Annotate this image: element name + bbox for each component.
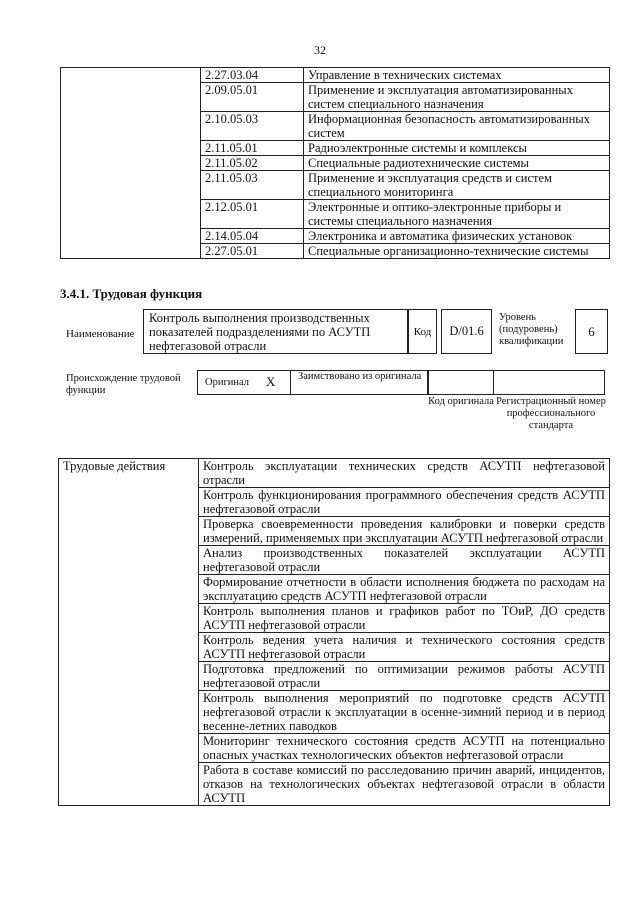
- code-label: Код: [413, 325, 432, 338]
- borrowed-label: Заимствовано из оригинала: [298, 371, 422, 382]
- page-number: 32: [314, 43, 326, 57]
- function-name-box: [143, 309, 408, 354]
- action-item: Работа в составе комиссий по расследованию причин аварий, инцидентов, отказов на технологических объектах нефтегазовой отрасли в области АСУТП: [199, 763, 610, 806]
- code-name-cell: Применение и эксплуатация автоматизированных систем специального назначения: [304, 83, 610, 112]
- code-name-cell: Специальные организационно-технические системы: [304, 244, 610, 259]
- action-item: Контроль эксплуатации технических средств АСУТП нефтегазовой отрасли: [199, 459, 610, 488]
- action-item: Формирование отчетности в области исполнения бюджета по расходам на эксплуатацию средств АСУТП нефтегазовой отрасли: [199, 575, 610, 604]
- action-row: [59, 459, 610, 488]
- original-mark: X: [266, 374, 276, 389]
- code-row: [61, 68, 610, 83]
- code-name-cell: Информационная безопасность автоматизированных систем: [304, 112, 610, 141]
- action-item: Контроль ведения учета наличия и технического состояния средств АСУТП нефтегазовой отрасли: [199, 633, 610, 662]
- code-cell: 2.09.05.01: [201, 83, 304, 112]
- action-item: Контроль выполнения мероприятий по подготовке средств АСУТП нефтегазовой отрасли к эксплуатации в осенне-зимний период и в период весенне-летних паводков: [199, 691, 610, 734]
- education-codes-table: [60, 67, 610, 259]
- action-item: Анализ производственных показателей эксплуатации АСУТП нефтегазовой отрасли: [199, 546, 610, 575]
- action-item: Контроль выполнения планов и графиков работ по ТОиР, ДО средств АСУТП нефтегазовой отрасли: [199, 604, 610, 633]
- reg-number-label: Регистрационный номер профессионального стандарта: [496, 396, 606, 431]
- level-label: Уровень (подуровень) квалификации: [499, 312, 564, 347]
- code-original-box: [428, 370, 494, 395]
- name-label: Наименование: [66, 328, 135, 340]
- code-cell: 2.27.05.01: [201, 244, 304, 259]
- level-value: 6: [588, 323, 595, 339]
- origin-label: Происхождение трудовой функции: [66, 373, 181, 396]
- section-title: 3.4.1. Трудовая функция: [60, 286, 203, 301]
- code-cell: 2.11.05.01: [201, 141, 304, 156]
- code-cell: 2.11.05.02: [201, 156, 304, 171]
- code-cell: 2.14.05.04: [201, 229, 304, 244]
- code-name-cell: Специальные радиотехнические системы: [304, 156, 610, 171]
- code-cell: 2.11.05.03: [201, 171, 304, 200]
- original-label: Оригинал: [205, 377, 249, 388]
- code-original-label: Код оригинала: [428, 396, 494, 407]
- origin-divider: [290, 370, 291, 395]
- code-name-cell: Электроника и автоматика физических установок: [304, 229, 610, 244]
- code-row-empty-cell: [61, 68, 201, 259]
- labor-actions-table: [58, 458, 610, 806]
- actions-label: Трудовые действия: [59, 459, 199, 806]
- action-item: Мониторинг технического состояния средств АСУТП на потенциально опасных участках технологических объектов нефтегазовой отрасли: [199, 734, 610, 763]
- code-label-cell: [408, 309, 437, 354]
- action-item: Контроль функционирования программного обеспечения средств АСУТП нефтегазовой отрасли: [199, 488, 610, 517]
- code-name-cell: Радиоэлектронные системы и комплексы: [304, 141, 610, 156]
- code-name-cell: Применение и эксплуатация средств и систем специального мониторинга: [304, 171, 610, 200]
- code-value: D/01.6: [449, 324, 484, 338]
- code-value-box: [441, 309, 492, 354]
- level-value-box: [575, 309, 608, 354]
- code-name-cell: Электронные и оптико-электронные приборы и системы специального назначения: [304, 200, 610, 229]
- function-name-value: Контроль выполнения производственных показателей подразделениями по АСУТП нефтегазовой отрасли: [149, 311, 371, 353]
- code-name-cell: Управление в технических системах: [304, 68, 610, 83]
- code-cell: 2.27.03.04: [201, 68, 304, 83]
- code-cell: 2.10.05.03: [201, 112, 304, 141]
- code-cell: 2.12.05.01: [201, 200, 304, 229]
- reg-number-box: [493, 370, 605, 395]
- action-item: Проверка своевременности проведения калибровки и поверки средств измерений, применяемых при эксплуатации АСУТП нефтегазовой отрасли: [199, 517, 610, 546]
- action-item: Подготовка предложений по оптимизации режимов работы АСУТП нефтегазовой отрасли: [199, 662, 610, 691]
